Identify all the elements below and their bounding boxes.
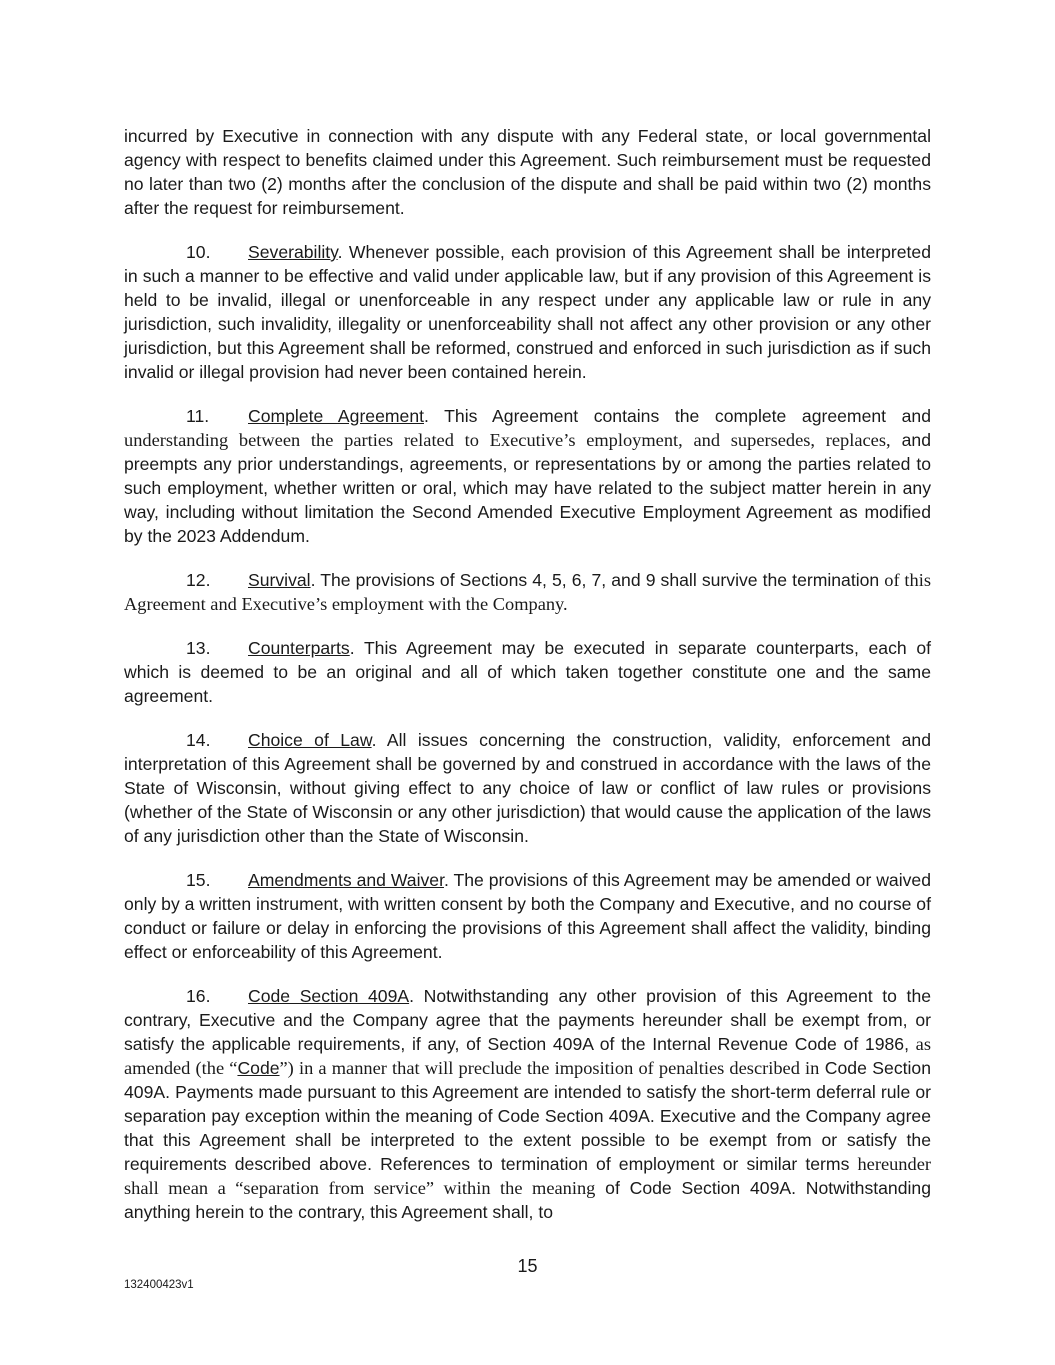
section-11-complete-agreement bbox=[124, 404, 931, 548]
section-heading: Amendments and Waiver bbox=[248, 870, 444, 890]
section-body-serif: hereunder shall mean a “separation from service” within the meaning bbox=[124, 1154, 931, 1198]
section-number: 12. bbox=[186, 570, 211, 590]
section-body-continued: of Code Section 409A. Notwithstanding anything herein to the contrary, this Agreement shall, to bbox=[124, 1178, 931, 1222]
section-body-serif: as amended (the “ bbox=[124, 1034, 931, 1078]
section-number: 11. bbox=[186, 406, 210, 426]
document-id: 132400423v1 bbox=[124, 1279, 194, 1291]
section-heading: Code Section 409A bbox=[248, 986, 410, 1006]
section-body: . Whenever possible, each provision of this Agreement shall be interpreted in such a manner to be effective and valid under applicable law, but if any provision of this Agreement is held to be invalid, illegal or unenforceable in any respect under any applicable law or rule in any jurisdiction, such invalidity, illegality or unenforceability shall not affect any other provision or any other jurisdiction, but this Agreement shall be reformed, construed and enforced in such jurisdiction as if such invalid or illegal provision had never been contained herein. bbox=[124, 242, 931, 382]
section-body-serif: ”) in a manner that will preclude the imposition of penalties described in bbox=[279, 1058, 820, 1078]
section-number: 14. bbox=[186, 730, 211, 750]
section-body: . Notwithstanding any other provision of this Agreement to the contrary, Executive and the Company agree that the payments hereunder shall be exempt from, or satisfy the applicable requirements, if any, of Section 409A of the Internal Revenue Code of 1986, bbox=[124, 986, 932, 1054]
section-16-code-section-409a bbox=[124, 984, 931, 1224]
section-number: 16. bbox=[186, 986, 211, 1006]
document-body bbox=[124, 124, 931, 1244]
section-body: . This Agreement may be executed in separate counterparts, each of which is deemed to be an original and all of which taken together constitute one and the same agreement. bbox=[124, 638, 931, 706]
section-body: . This Agreement contains the complete agreement and bbox=[424, 406, 931, 426]
intro-paragraph bbox=[124, 124, 931, 220]
section-heading: Survival bbox=[248, 570, 311, 590]
code-defined-term: Code bbox=[237, 1058, 280, 1078]
section-heading: Choice of Law bbox=[248, 730, 372, 750]
section-body: . All issues concerning the construction, validity, enforcement and interpretation of this Agreement shall be governed by and construed in accordance with the laws of the State of Wisconsin, without giving effect to any choice of law or conflict of law rules or provisions (whether of the State of Wisconsin or any other jurisdiction) that would cause the application of the laws of any jurisdiction other than the State of Wisconsin. bbox=[124, 730, 931, 846]
section-10-severability bbox=[124, 240, 931, 384]
section-body-continued: and preempts any prior understandings, agreements, or representations by or among the parties related to such employment, whether written or oral, which may have related to the subject matter herein in any way, including without limitation the Second Amended Executive Employment Agreement as modified by the 2023 Addendum. bbox=[124, 430, 931, 546]
section-13-counterparts bbox=[124, 636, 931, 708]
page-number: 15 bbox=[517, 1256, 538, 1276]
section-15-amendments-and-waiver bbox=[124, 868, 931, 964]
section-body: . The provisions of this Agreement may be amended or waived only by a written instrument, with written consent by both the Company and Executive, and no course of conduct or failure or delay in enforcing the provisions of this Agreement shall affect the validity, binding effect or enforceability of this Agreement. bbox=[124, 870, 931, 962]
section-heading: Complete Agreement bbox=[248, 406, 424, 426]
section-body: . The provisions of Sections 4, 5, 6, 7, and 9 shall survive the termination bbox=[310, 570, 885, 590]
intro-text: incurred by Executive in connection with any dispute with any Federal state, or local governmental agency with respect to benefits claimed under this Agreement. Such reimbursement must be requested no later than two (2) months after the conclusion of the dispute and shall be paid within two (2) months after the request for reimbursement. bbox=[124, 126, 931, 218]
section-heading: Counterparts bbox=[248, 638, 350, 658]
section-number: 13. bbox=[186, 638, 211, 658]
section-12-survival bbox=[124, 568, 931, 616]
section-number: 10. bbox=[186, 242, 211, 262]
section-body-serif: of this Agreement and Executive’s employment with the Company. bbox=[124, 570, 931, 614]
section-body-continued: Code Section 409A. Payments made pursuant to this Agreement are intended to satisfy the short-term deferral rule or separation pay exception within the meaning of Code Section 409A. Executive and the Company agree that this Agreement shall be interpreted to the extent possible to be exempt from or satisfy the requirements described above. References to termination of employment or similar terms bbox=[124, 1058, 931, 1174]
section-body-serif: understanding between the parties related to Executive’s employment, and supersedes, replaces, bbox=[124, 430, 891, 450]
section-number: 15. bbox=[186, 870, 211, 890]
section-14-choice-of-law bbox=[124, 728, 931, 848]
section-heading: Severability bbox=[248, 242, 338, 262]
